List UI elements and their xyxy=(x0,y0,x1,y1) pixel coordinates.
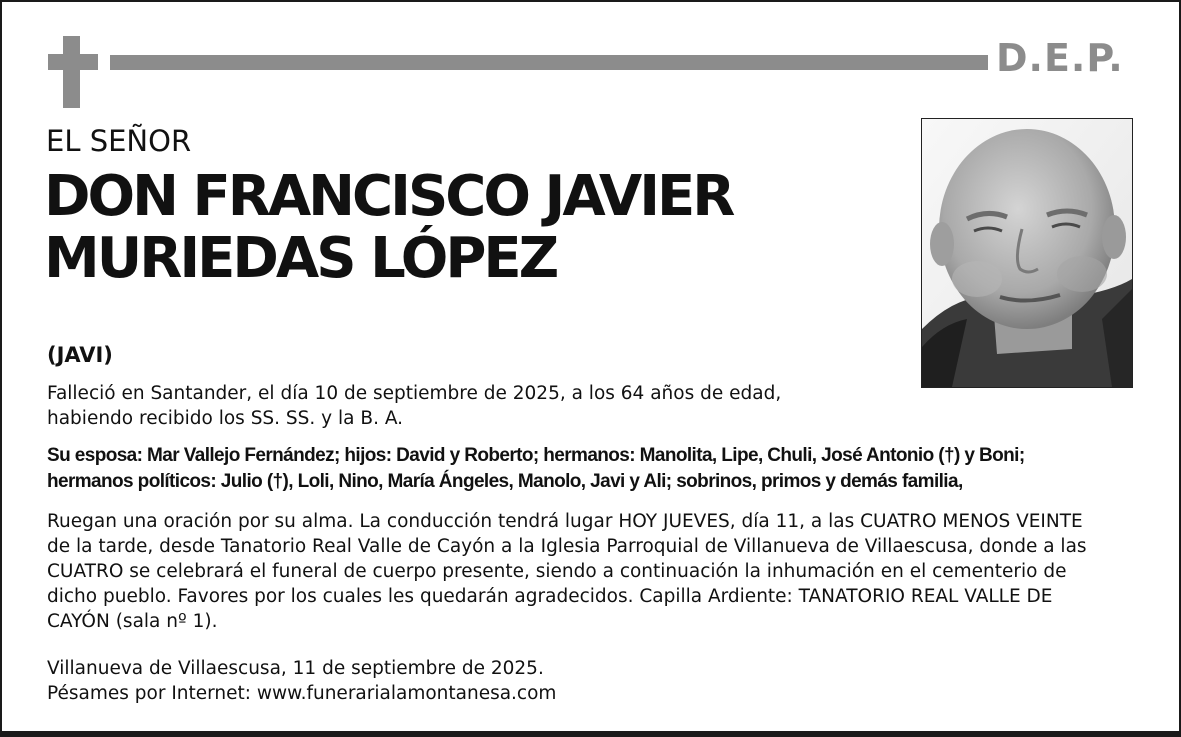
ceremony-line2: de la tarde, desde Tanatorio Real Valle de Cayón a la Iglesia Parroquial de Villanueva de Villaescusa, donde a las xyxy=(47,536,1087,557)
deceased-name-line1: DON FRANCISCO JAVIER xyxy=(44,164,733,229)
deceased-name xyxy=(44,166,732,290)
honorific: EL SEÑOR xyxy=(46,124,192,158)
portrait-photo xyxy=(921,118,1133,388)
death-notice xyxy=(47,381,867,431)
family-line2: hermanos políticos: Julio (†), Loli, Nino, María Ángeles, Manolo, Javi y Ali; sobrinos, primos y demás familia, xyxy=(47,471,963,492)
death-notice-line1: Falleció en Santander, el día 10 de septiembre de 2025, a los 64 años de edad, xyxy=(47,383,782,404)
death-notice-line2: habiendo recibido los SS. SS. y la B. A. xyxy=(47,408,404,429)
condolences-link: Pésames por Internet: www.funerarialamontanesa.com xyxy=(47,683,557,704)
family-line1: Su esposa: Mar Vallejo Fernández; hijos: David y Roberto; hermanos: Manolita, Lipe, Chuli, José Antonio (†) y Boni; xyxy=(47,445,1025,466)
cross-icon xyxy=(63,36,80,108)
cross-icon-bar xyxy=(48,54,98,70)
footer xyxy=(47,656,947,706)
ceremony-line3: CUATRO se celebrará el funeral de cuerpo presente, siendo a continuación la inhumación en el cementerio de xyxy=(47,561,1067,582)
portrait-image xyxy=(922,119,1132,387)
family-list xyxy=(47,443,1167,495)
dep-label: D.E.P. xyxy=(996,36,1124,80)
ceremony-line5: CAYÓN (sala nº 1). xyxy=(47,611,218,632)
ceremony-details xyxy=(47,509,1137,634)
ceremony-line4: dicho pueblo. Favores por los cuales les quedarán agradecidos. Capilla Ardiente: TANATORIO REAL VALLE DE xyxy=(47,586,1053,607)
ceremony-line1: Ruegan una oración por su alma. La conducción tendrá lugar HOY JUEVES, día 11, a las CUATRO MENOS VEINTE xyxy=(47,511,1083,532)
header-rule xyxy=(110,55,988,70)
deceased-name-line2: MURIEDAS LÓPEZ xyxy=(44,226,557,291)
place-date: Villanueva de Villaescusa, 11 de septiembre de 2025. xyxy=(47,658,544,679)
nickname: (JAVI) xyxy=(47,343,113,367)
